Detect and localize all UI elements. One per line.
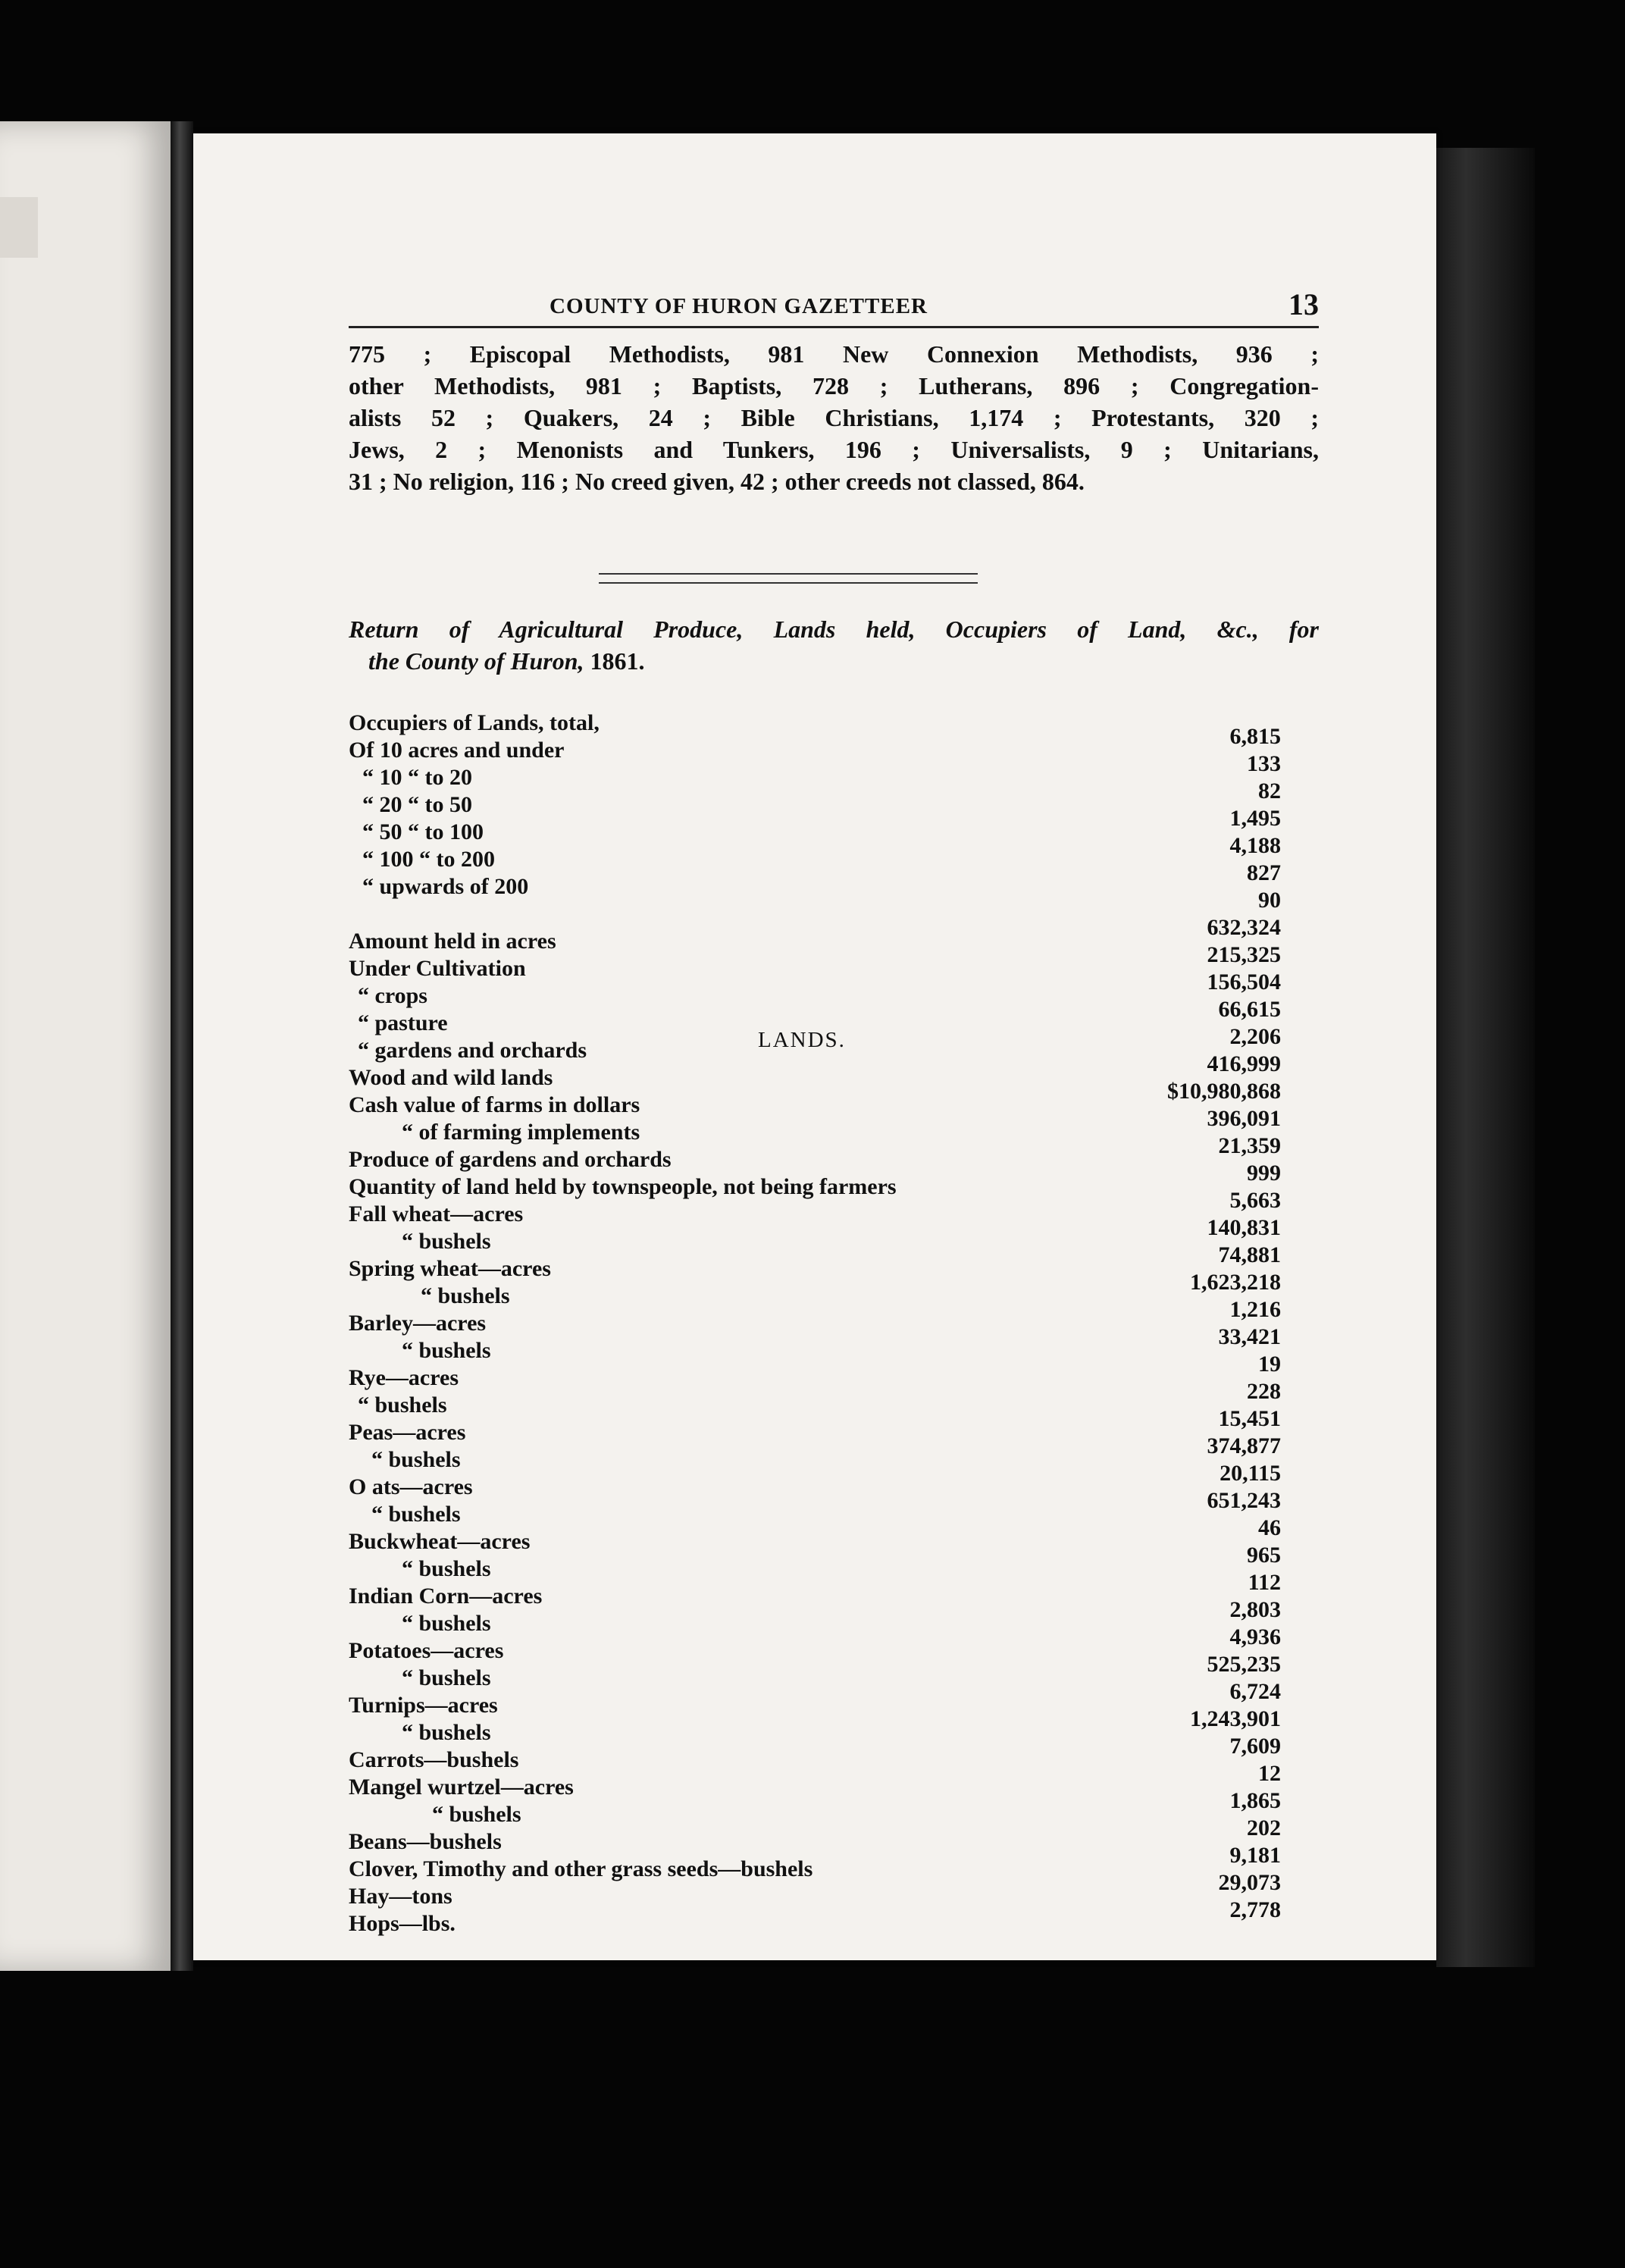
book-gutter (171, 121, 193, 1971)
stat-value: 46 (1258, 1515, 1281, 1540)
stat-label: Under Cultivation (349, 956, 526, 981)
stat-label: “ bushels (421, 1283, 510, 1308)
return-title-line: Return of Agricultural Produce, Lands held, Occupiers of Land, &c., for (349, 616, 1319, 643)
stat-label: Indian Corn—acres (349, 1584, 543, 1609)
stat-label: Spring wheat—acres (349, 1256, 551, 1281)
page-tab (0, 197, 38, 258)
stat-label: “ of farming implements (402, 1120, 640, 1145)
stat-value: 396,091 (1207, 1106, 1281, 1131)
stat-value: 33,421 (1218, 1324, 1281, 1349)
stat-label: Amount held in acres (349, 929, 556, 954)
lands-heading: LANDS. (758, 1028, 846, 1052)
stat-label: “ 100 “ to 200 (362, 847, 495, 872)
stat-value: 5,663 (1229, 1188, 1281, 1213)
stat-value: 1,865 (1229, 1788, 1281, 1813)
stat-value: 7,609 (1229, 1734, 1281, 1759)
stat-label: “ bushels (402, 1665, 491, 1690)
stat-value: 15,451 (1218, 1406, 1281, 1431)
stat-value: 965 (1247, 1543, 1281, 1568)
stat-value: 19 (1258, 1352, 1281, 1377)
left-page-edge (0, 121, 174, 1971)
stat-label: Beans—bushels (349, 1829, 502, 1854)
stat-value: 29,073 (1218, 1870, 1281, 1895)
stat-label: “ bushels (371, 1502, 461, 1527)
stat-label: Of 10 acres and under (349, 738, 565, 763)
intro-line: Jews, 2 ; Menonists and Tunkers, 196 ; Universalists, 9 ; Unitarians, (349, 436, 1319, 463)
document-page (193, 133, 1436, 1960)
stat-label: Buckwheat—acres (349, 1529, 531, 1554)
header-title: COUNTY OF HURON GAZETTEER (549, 294, 928, 318)
stat-value: 156,504 (1207, 970, 1281, 995)
stat-label: Cash value of farms in dollars (349, 1092, 640, 1117)
stat-value: 374,877 (1207, 1433, 1281, 1458)
stat-value: 2,778 (1229, 1897, 1281, 1922)
stat-label: “ upwards of 200 (362, 874, 529, 899)
stat-label: Hops—lbs. (349, 1911, 456, 1936)
book-right-edge (1436, 148, 1535, 1967)
stat-label: Fall wheat—acres (349, 1201, 524, 1226)
stat-label: “ 10 “ to 20 (362, 765, 472, 790)
stat-value: 1,216 (1229, 1297, 1281, 1322)
intro-paragraph (349, 338, 1319, 497)
stat-label: “ bushels (358, 1392, 447, 1418)
stat-label: “ crops (358, 983, 427, 1008)
stat-label: “ gardens and orchards (358, 1038, 587, 1063)
stat-label: “ 50 “ to 100 (362, 819, 484, 844)
stat-value: 82 (1258, 778, 1281, 804)
stat-label: “ pasture (358, 1010, 448, 1035)
stat-value: 6,724 (1229, 1679, 1281, 1704)
stat-value: 416,999 (1207, 1051, 1281, 1076)
page-number: 13 (1288, 287, 1319, 321)
stat-value: 215,325 (1207, 942, 1281, 967)
stat-value: 1,623,218 (1190, 1270, 1281, 1295)
stat-label: “ bushels (402, 1556, 491, 1581)
return-title-county: the County of Huron, (368, 647, 584, 675)
stat-label: Occupiers of Lands, total, (349, 710, 600, 735)
stat-value: 20,115 (1220, 1461, 1281, 1486)
stat-value: 525,235 (1207, 1652, 1281, 1677)
stat-value: 2,206 (1229, 1024, 1281, 1049)
return-title-line (349, 645, 1319, 677)
stat-label: “ bushels (402, 1611, 491, 1636)
intro-line: other Methodists, 981 ; Baptists, 728 ; Lutherans, 896 ; Congregation- (349, 372, 1319, 399)
intro-line: 31 ; No religion, 116 ; No creed given, 42 ; other creeds not classed, 864. (349, 468, 1085, 495)
stat-value: 90 (1258, 888, 1281, 913)
stat-label: “ bushels (371, 1447, 461, 1472)
stat-label: Barley—acres (349, 1311, 487, 1336)
stat-label: “ bushels (432, 1802, 521, 1827)
stat-label: Potatoes—acres (349, 1638, 504, 1663)
stat-value: 140,831 (1207, 1215, 1281, 1240)
stat-value: $10,980,868 (1167, 1079, 1281, 1104)
stat-value: 6,815 (1229, 724, 1281, 749)
stat-value: 21,359 (1218, 1133, 1281, 1158)
intro-line: alists 52 ; Quakers, 24 ; Bible Christians, 1,174 ; Protestants, 320 ; (349, 404, 1319, 431)
stat-value: 4,936 (1229, 1624, 1281, 1649)
stat-value: 66,615 (1218, 997, 1281, 1022)
stat-value: 632,324 (1207, 915, 1281, 940)
stat-value: 9,181 (1229, 1843, 1281, 1868)
return-title-year: 1861. (584, 647, 645, 675)
stat-value: 74,881 (1218, 1242, 1281, 1267)
stat-label: “ bushels (402, 1720, 491, 1745)
stat-label: Clover, Timothy and other grass seeds—bushels (349, 1856, 813, 1881)
stat-label: Mangel wurtzel—acres (349, 1775, 574, 1800)
stat-label: Turnips—acres (349, 1693, 498, 1718)
stat-value: 202 (1247, 1815, 1281, 1840)
stat-value: 133 (1247, 751, 1281, 776)
stat-value: 12 (1258, 1761, 1281, 1786)
return-title (349, 613, 1319, 677)
stat-label: O ats—acres (349, 1474, 473, 1499)
stat-label: Wood and wild lands (349, 1065, 553, 1090)
stat-label: Produce of gardens and orchards (349, 1147, 672, 1172)
stat-value: 651,243 (1207, 1488, 1281, 1513)
stat-value: 1,243,901 (1190, 1706, 1281, 1731)
stat-value: 827 (1247, 860, 1281, 885)
stat-value: 2,803 (1229, 1597, 1281, 1622)
stat-label: “ bushels (402, 1338, 491, 1363)
intro-line: 775 ; Episcopal Methodists, 981 New Connexion Methodists, 936 ; (349, 340, 1319, 368)
stat-value: 1,495 (1229, 806, 1281, 831)
stat-label: Hay—tons (349, 1884, 452, 1909)
statistics-values (1099, 723, 1281, 1924)
stat-value: 4,188 (1229, 833, 1281, 858)
stat-label: Rye—acres (349, 1365, 459, 1390)
stat-value: 228 (1247, 1379, 1281, 1404)
stat-label: “ 20 “ to 50 (362, 792, 472, 817)
ornamental-divider (599, 573, 978, 584)
stat-label: Quantity of land held by townspeople, not being farmers (349, 1174, 897, 1199)
stat-label: “ bushels (402, 1229, 491, 1254)
stat-label: Peas—acres (349, 1420, 466, 1445)
running-header (349, 288, 1319, 328)
stat-label: Carrots—bushels (349, 1747, 519, 1772)
stat-value: 112 (1248, 1570, 1281, 1595)
stat-value: 999 (1247, 1161, 1281, 1186)
